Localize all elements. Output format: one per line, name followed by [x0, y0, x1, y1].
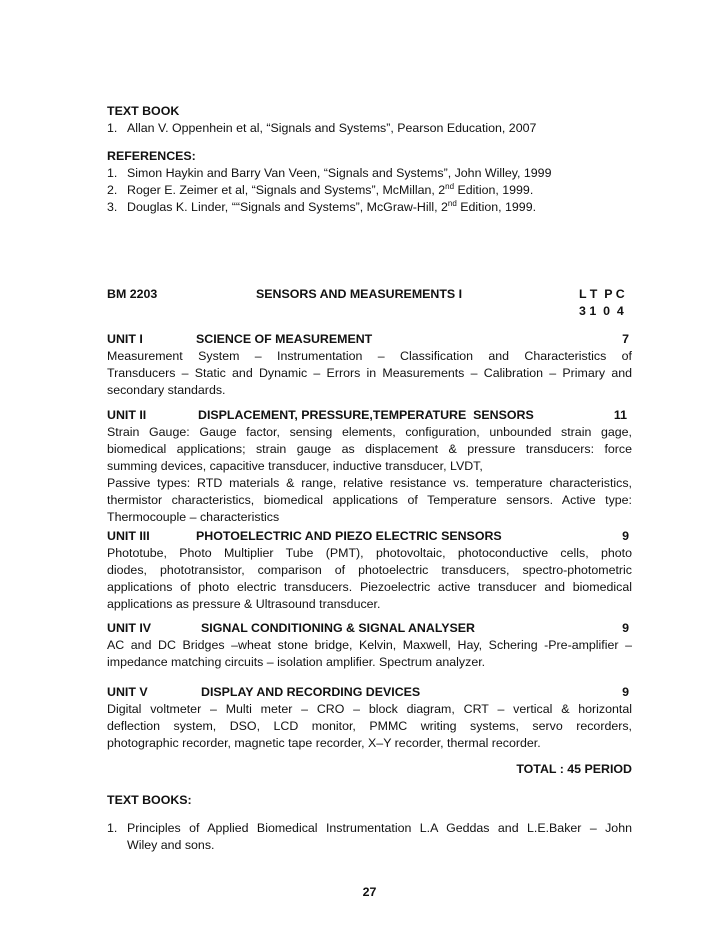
course-header — [107, 286, 632, 320]
reference-item — [107, 165, 632, 182]
item-text-line: Wiley and sons. — [127, 838, 215, 852]
unit-text-line: Passive types: RTD materials & range, relative resistance vs. temperature characteristics, — [107, 476, 632, 490]
unit-heading — [107, 331, 632, 348]
unit-text-line: Digital voltmeter – Multi meter – CRO – block diagram, CRT – vertical & horizontal — [107, 702, 632, 716]
page-number: 27 — [362, 885, 377, 899]
item-number: 3. — [107, 200, 118, 214]
unit-section — [107, 684, 632, 752]
item-number: 2. — [107, 183, 118, 197]
unit-heading — [107, 620, 632, 637]
unit-text-line: summing devices, capacitive transducer, inductive transducer, LVDT, — [107, 459, 483, 473]
course-code: BM 2203 — [107, 287, 158, 301]
unit-text-line: photographic recorder, magnetic tape recorder, X–Y recorder, thermal recorder. — [107, 736, 541, 750]
unit-title: SCIENCE OF MEASUREMENT — [196, 332, 373, 346]
unit-hours: 9 — [622, 621, 629, 635]
unit-hours: 9 — [622, 529, 629, 543]
item-text-line: Principles of Applied Biomedical Instrumentation L.A Geddas and L.E.Baker – John — [127, 821, 632, 835]
unit-heading — [107, 684, 632, 701]
unit-text-line: Phototube, Photo Multiplier Tube (PMT), photovoltaic, photoconductive cells, photo — [107, 546, 632, 560]
total-periods: TOTAL : 45 PERIOD — [516, 762, 632, 776]
text-book-heading: TEXT BOOK — [107, 104, 180, 118]
unit-section — [107, 620, 632, 671]
unit-section — [107, 528, 632, 613]
unit-title: SIGNAL CONDITIONING & SIGNAL ANALYSER — [201, 621, 475, 635]
item-text: Roger E. Zeimer et al, “Signals and Systems”, McMillan, 2 — [127, 183, 446, 197]
unit-hours: 9 — [622, 685, 629, 699]
course-title: SENSORS AND MEASUREMENTS I — [256, 287, 463, 301]
unit-label: UNIT III — [107, 529, 150, 543]
unit-text-line: secondary standards. — [107, 383, 226, 397]
unit-text-line: applications of photo electric transducers. Piezoelectric active transducer and biomedical — [107, 580, 632, 594]
unit-hours: 7 — [622, 332, 629, 346]
unit-label: UNIT II — [107, 408, 147, 422]
text-book-item-body — [107, 820, 632, 854]
unit-text-line: impedance matching circuits – isolation amplifier. Spectrum analyzer. — [107, 655, 486, 669]
unit-label: UNIT I — [107, 332, 143, 346]
unit-text-line: thermistor characteristics, biomedical applications of Temperature sensors. Active type: — [107, 493, 632, 507]
unit-text-line: Strain Gauge: Gauge factor, sensing elements, configuration, unbounded strain gage, — [107, 425, 632, 439]
ordinal-suffix: nd — [447, 199, 457, 208]
unit-text-line: AC and DC Bridges –wheat stone bridge, Kelvin, Maxwell, Hay, Schering -Pre-amplifier – — [107, 638, 632, 652]
ordinal-suffix: nd — [445, 182, 455, 191]
item-text: Simon Haykin and Barry Van Veen, “Signals and Systems”, John Willey, 1999 — [127, 166, 552, 180]
item-number: 1. — [107, 821, 118, 835]
references-heading: REFERENCES: — [107, 149, 196, 163]
unit-label: UNIT IV — [107, 621, 152, 635]
unit-text-line: Transducers – Static and Dynamic – Errors in Measurements – Calibration – Primary and — [107, 366, 632, 380]
unit-title: PHOTOELECTRIC AND PIEZO ELECTRIC SENSORS — [196, 529, 502, 543]
item-number: 1. — [107, 166, 118, 180]
unit-label: UNIT V — [107, 685, 148, 699]
item-text-tail: Edition, 1999. — [454, 183, 534, 197]
unit-text-line: biomedical applications; strain gauge as displacement & pressure transducers: force — [107, 442, 632, 456]
unit-title: DISPLACEMENT, PRESSURE,TEMPERATURE SENSORS — [198, 408, 534, 422]
ltpc-labels: L T P C — [579, 287, 625, 301]
item-text: Allan V. Oppenhein et al, “Signals and Systems”, Pearson Education, 2007 — [127, 121, 537, 135]
unit-text-line: Thermocouple – characteristics — [107, 510, 280, 524]
item-number: 1. — [107, 121, 118, 135]
text-book-item — [107, 120, 632, 137]
unit-heading — [107, 528, 632, 545]
unit-section — [107, 331, 632, 399]
unit-text-line: applications as pressure & Ultrasound transducer. — [107, 597, 381, 611]
unit-text-line: deflection system, DSO, LCD monitor, PMMC writing systems, servo recorders, — [107, 719, 632, 733]
item-text: Douglas K. Linder, ““Signals and Systems”, McGraw-Hill, 2 — [127, 200, 448, 214]
reference-item — [107, 182, 632, 199]
ltpc-values: 3 1 0 4 — [579, 304, 624, 318]
text-book-section — [107, 103, 632, 137]
item-text-tail: Edition, 1999. — [456, 200, 537, 214]
unit-hours: 11 — [613, 408, 627, 422]
unit-text-line: diodes, phototransistor, comparison of photoelectric transducers, spectro-photometric — [107, 563, 632, 577]
reference-item — [107, 199, 632, 216]
text-book-item — [107, 820, 632, 854]
text-books-heading: TEXT BOOKS: — [107, 793, 192, 807]
unit-text-line: Measurement System – Instrumentation – Classification and Characteristics of — [107, 349, 632, 363]
unit-heading — [107, 407, 632, 424]
unit-section — [107, 407, 632, 526]
unit-title: DISPLAY AND RECORDING DEVICES — [201, 685, 421, 699]
references-section — [107, 148, 632, 216]
text-books-section — [107, 792, 632, 809]
